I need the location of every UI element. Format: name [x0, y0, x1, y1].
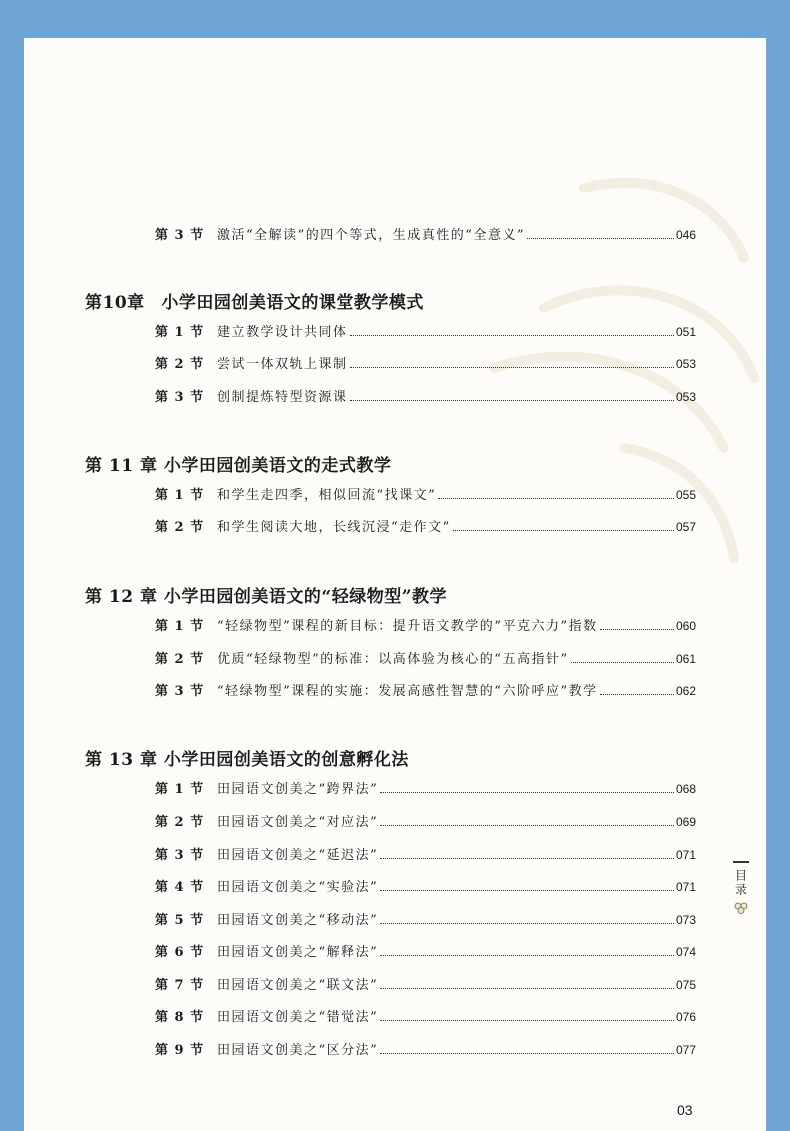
page-number: 03 [677, 1102, 693, 1118]
chapter-heading[interactable] [85, 451, 391, 476]
page-ref: 061 [675, 652, 696, 666]
section-title: “轻绿物型”课程的新目标：提升语文教学的“平克六力”指数 [217, 619, 598, 634]
toc-entry[interactable] [155, 353, 696, 373]
section-number: 第 2 节 [155, 520, 205, 535]
section-title: 田园语文创美之“跨界法” [217, 782, 379, 797]
chapter-heading[interactable] [85, 288, 424, 313]
dot-leader [571, 662, 674, 663]
chapter-number: 第10章 [85, 293, 145, 313]
chapter-title: 小学田园创美语文的创意孵化法 [163, 750, 409, 770]
section-number: 第 1 节 [155, 619, 205, 634]
side-tab [730, 861, 752, 915]
section-number: 第 2 节 [155, 652, 205, 667]
toc-entry[interactable] [155, 680, 696, 700]
section-title: 田园语文创美之“对应法” [217, 815, 379, 830]
dot-leader [380, 792, 674, 793]
section-title: 激活“全解读”的四个等式，生成真性的“全意义” [217, 228, 526, 243]
page-ref: 053 [675, 390, 696, 404]
page-ref: 077 [675, 1043, 696, 1057]
section-number: 第 3 节 [155, 848, 205, 863]
page-ref: 074 [675, 945, 696, 959]
chapter-title: 小学田园创美语文的“轻绿物型”教学 [163, 587, 447, 607]
section-number: 第 5 节 [155, 913, 205, 928]
page-ref: 060 [675, 619, 696, 633]
dot-leader [380, 825, 674, 826]
dot-leader [380, 923, 674, 924]
section-number: 第 9 节 [155, 1043, 205, 1058]
dot-leader [600, 629, 674, 630]
dot-leader [350, 400, 674, 401]
chapter-number: 第 12 章 [85, 587, 158, 607]
page-ref: 075 [675, 978, 696, 992]
toc-page [24, 38, 766, 1131]
page-ref: 071 [675, 880, 696, 894]
page-ref: 073 [675, 913, 696, 927]
dot-leader [438, 498, 674, 499]
toc-entry[interactable] [155, 1006, 696, 1026]
section-title: “轻绿物型”课程的实施：发展高感性智慧的“六阶呼应”教学 [217, 684, 598, 699]
dot-leader [380, 1053, 674, 1054]
chapter-title: 小学田园创美语文的走式教学 [163, 456, 392, 476]
page-ref: 071 [675, 848, 696, 862]
section-title: 优质“轻绿物型”的标准：以高体验为核心的“五高指针” [217, 652, 569, 667]
section-number: 第 1 节 [155, 782, 205, 797]
toc-entry[interactable] [155, 516, 696, 536]
section-title: 田园语文创美之“联文法” [217, 978, 379, 993]
side-tab-rule [733, 861, 749, 863]
section-number: 第 3 节 [155, 390, 205, 405]
section-title: 和学生走四季，相似回流“找课文” [217, 488, 437, 503]
toc-entry[interactable] [155, 484, 696, 504]
page-ref: 046 [675, 228, 696, 242]
toc-entry[interactable] [155, 876, 696, 896]
toc-entry[interactable] [155, 1039, 696, 1059]
toc-entry[interactable] [155, 615, 696, 635]
toc-entry[interactable] [155, 974, 696, 994]
section-title: 创制提炼特型资源课 [217, 390, 348, 405]
page-ref: 069 [675, 815, 696, 829]
toc-entry[interactable] [155, 811, 696, 831]
section-title: 田园语文创美之“错觉法” [217, 1010, 379, 1025]
toc-entry[interactable] [155, 778, 696, 798]
toc-entry[interactable] [155, 844, 696, 864]
section-number: 第 8 节 [155, 1010, 205, 1025]
section-title: 田园语文创美之“解释法” [217, 945, 379, 960]
page-ref: 068 [675, 782, 696, 796]
page-ref: 053 [675, 357, 696, 371]
dot-leader [380, 988, 674, 989]
section-number: 第 6 节 [155, 945, 205, 960]
section-title: 建立教学设计共同体 [217, 325, 348, 340]
toc-entry[interactable] [155, 909, 696, 929]
toc-entry[interactable] [155, 941, 696, 961]
section-number: 第 7 节 [155, 978, 205, 993]
page-ref: 062 [675, 684, 696, 698]
dot-leader [350, 335, 674, 336]
toc-entry[interactable] [155, 648, 696, 668]
page-ref: 076 [675, 1010, 696, 1024]
section-title: 田园语文创美之“区分法” [217, 1043, 379, 1058]
clover-icon [733, 901, 749, 915]
section-number: 第 4 节 [155, 880, 205, 895]
toc-entry[interactable] [155, 321, 696, 341]
chapter-heading[interactable] [85, 745, 409, 770]
section-number: 第 3 节 [155, 684, 205, 699]
section-title: 田园语文创美之“实验法” [217, 880, 379, 895]
page-ref: 055 [675, 488, 696, 502]
chapter-title: 小学田园创美语文的课堂教学模式 [161, 293, 424, 313]
dot-leader [453, 530, 674, 531]
dot-leader [380, 890, 674, 891]
chapter-number: 第 11 章 [85, 456, 158, 476]
side-tab-label: 目录 [733, 868, 748, 897]
toc-entry[interactable] [155, 386, 696, 406]
section-title: 尝试一体双轨上课制 [217, 357, 348, 372]
dot-leader [380, 1020, 674, 1021]
section-title: 田园语文创美之“延迟法” [217, 848, 379, 863]
dot-leader [600, 694, 674, 695]
dot-leader [380, 955, 674, 956]
section-title: 和学生阅读大地，长线沉浸“走作文” [217, 520, 451, 535]
dot-leader [350, 367, 674, 368]
chapter-heading[interactable] [85, 582, 447, 607]
page-ref: 051 [675, 325, 696, 339]
section-number: 第 2 节 [155, 815, 205, 830]
section-number: 第 2 节 [155, 357, 205, 372]
toc-entry[interactable] [155, 224, 696, 244]
dot-leader [380, 858, 674, 859]
dot-leader [527, 238, 674, 239]
chapter-number: 第 13 章 [85, 750, 158, 770]
section-number: 第 3 节 [155, 228, 205, 243]
section-number: 第 1 节 [155, 325, 205, 340]
section-title: 田园语文创美之“移动法” [217, 913, 379, 928]
page-ref: 057 [675, 520, 696, 534]
section-number: 第 1 节 [155, 488, 205, 503]
